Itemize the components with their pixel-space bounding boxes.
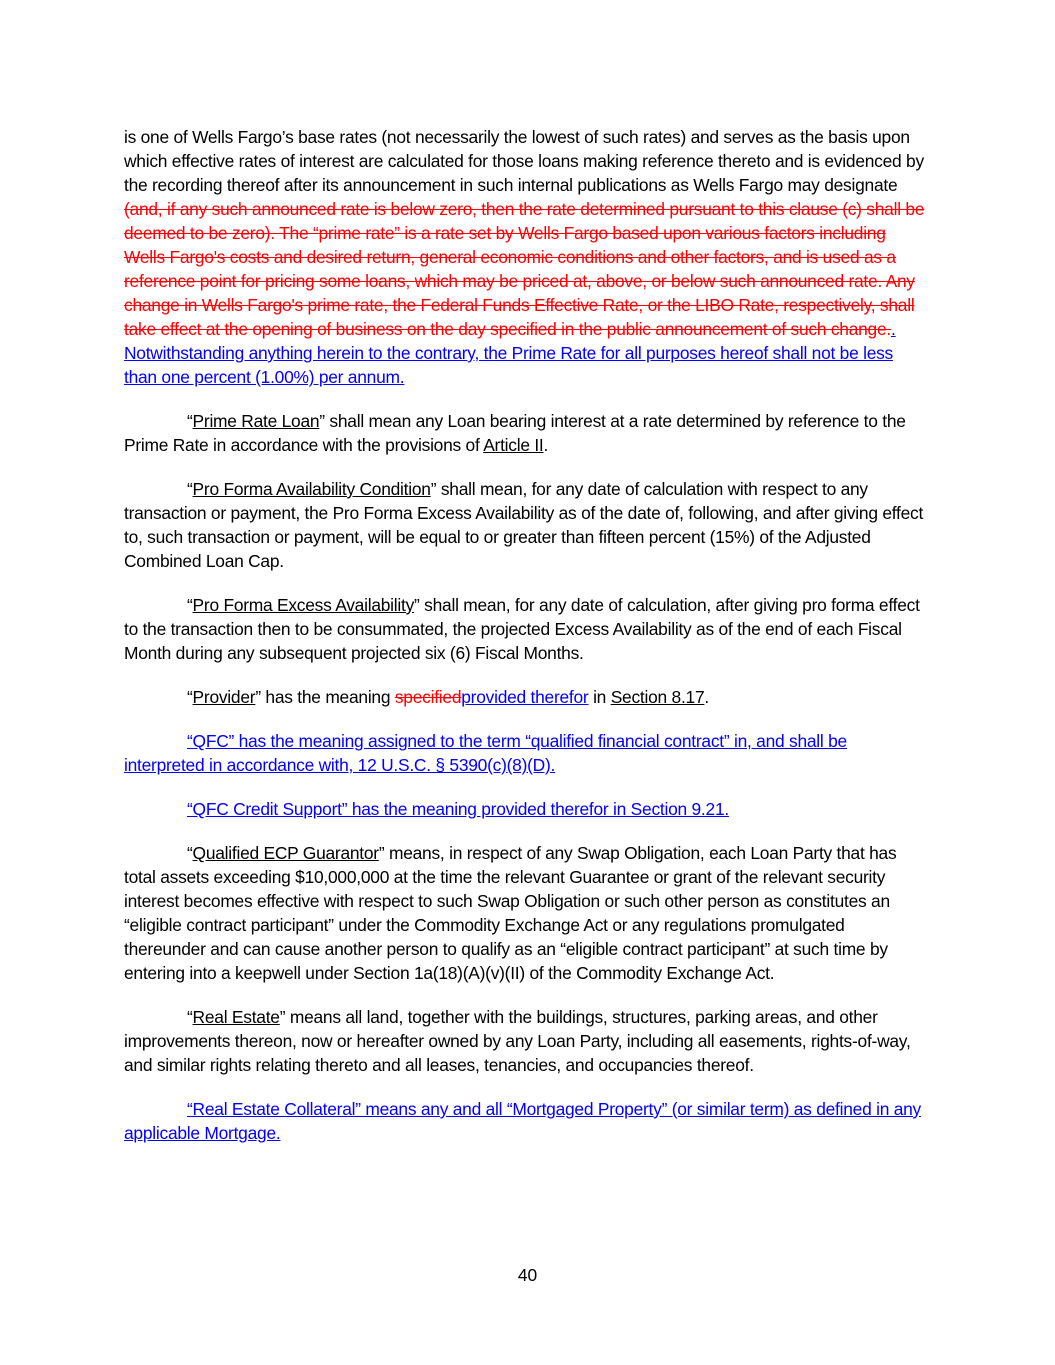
open-quote: “	[187, 479, 193, 499]
definition-qfc	[124, 729, 929, 777]
paragraph-prime-rate-continuation	[124, 125, 929, 389]
defined-term: Pro Forma Excess Availability	[192, 595, 415, 615]
inserted-text: “Real Estate Collateral” means any and all “Mortgaged Property” (or similar term) as defined in any applicable Mortgage.	[124, 1099, 921, 1143]
definition-qualified-ecp-guarantor	[124, 841, 929, 985]
definition-qfc-credit-support	[124, 797, 929, 821]
inserted-text: provided therefor	[461, 687, 589, 707]
definition-pro-forma-excess-availability	[124, 593, 929, 665]
body-text: ” means, in respect of any Swap Obligation, each Loan Party that has total assets exceeding $10,000,000 at the time the relevant Guarantee or grant of the relevant security interest becomes effective with respect to such Swap Obligation or such other person as constitutes an “eligible contract participant” under the Commodity Exchange Act or any regulations promulgated thereunder and can cause another person to qualify as an “eligible contract participant” at such time by entering into a keepwell under Section 1a(18)(A)(v)(II) of the Commodity Exchange Act.	[124, 843, 897, 983]
document-page	[124, 125, 929, 1165]
deleted-text: (and, if any such announced rate is below zero, then the rate determined pursuant to this clause (c) shall be deemed to be zero). The “prime rate” is a rate set by Wells Fargo based upon various factors including Wells Fargo's costs and desired return, general economic conditions and other factors, and is used as a reference point for pricing some loans, which may be priced at, above, or below such announced rate. Any change in Wells Fargo's prime rate, the Federal Funds Effective Rate, or the LIBO Rate, respectively, shall take effect at the opening of business on the day specified in the public announcement of such change.	[124, 199, 925, 339]
inserted-text: . Notwithstanding anything herein to the contrary, the Prime Rate for all purposes hereof shall not be less than one percent (1.00%) per annum.	[124, 319, 896, 387]
definition-real-estate	[124, 1005, 929, 1077]
inserted-text: “QFC Credit Support” has the meaning provided therefor in Section 9.21.	[187, 799, 729, 819]
body-text: ” means all land, together with the buildings, structures, parking areas, and other improvements thereon, now or hereafter owned by any Loan Party, including all easements, rights-of-way, and similar rights relating thereto and all leases, tenancies, and occupancies thereof.	[124, 1007, 911, 1075]
body-text: is one of Wells Fargo’s base rates (not necessarily the lowest of such rates) and serves as the basis upon which effective rates of interest are calculated for those loans making reference thereto and is evidenced by the recording thereof after its announcement in such internal publications as Wells Fargo may designate	[124, 127, 924, 195]
definition-pro-forma-availability-condition	[124, 477, 929, 573]
page-number: 40	[517, 1265, 538, 1285]
cross-reference: Section 8.17	[610, 687, 705, 707]
body-text: in	[588, 687, 611, 707]
definition-provider	[124, 685, 929, 709]
defined-term: Pro Forma Availability Condition	[192, 479, 431, 499]
defined-term: Real Estate	[192, 1007, 280, 1027]
open-quote: “	[187, 411, 193, 431]
deleted-text: specified	[394, 687, 462, 707]
definition-prime-rate-loan	[124, 409, 929, 457]
open-quote: “	[187, 595, 193, 615]
defined-term: Provider	[192, 687, 256, 707]
inserted-text: “QFC” has the meaning assigned to the term “qualified financial contract” in, and shall be interpreted in accordance with, 12 U.S.C. § 5390(c)(8)(D).	[124, 731, 847, 775]
definition-real-estate-collateral	[124, 1097, 929, 1145]
defined-term: Qualified ECP Guarantor	[192, 843, 379, 863]
body-text: ” shall mean any Loan bearing interest at a rate determined by reference to the Prime Rate in accordance with the provisions of	[124, 411, 906, 455]
body-text: .	[704, 687, 709, 707]
body-text: ” has the meaning	[255, 687, 395, 707]
cross-reference: Article II	[483, 435, 544, 455]
defined-term: Prime Rate Loan	[192, 411, 320, 431]
open-quote: “	[187, 1007, 193, 1027]
open-quote: “	[187, 687, 193, 707]
body-text: .	[543, 435, 549, 455]
body-text: ” shall mean, for any date of calculation with respect to any transaction or payment, the Pro Forma Excess Availability as of the date of, following, and after giving effect to, such transaction or payment, will be equal to or greater than fifteen percent (15%) of the Adjusted Combined Loan Cap.	[124, 479, 924, 571]
open-quote: “	[187, 843, 193, 863]
body-text: ” shall mean, for any date of calculation, after giving pro forma effect to the transaction then to be consummated, the projected Excess Availability as of the end of each Fiscal Month during any subsequent projected six (6) Fiscal Months.	[124, 595, 920, 663]
